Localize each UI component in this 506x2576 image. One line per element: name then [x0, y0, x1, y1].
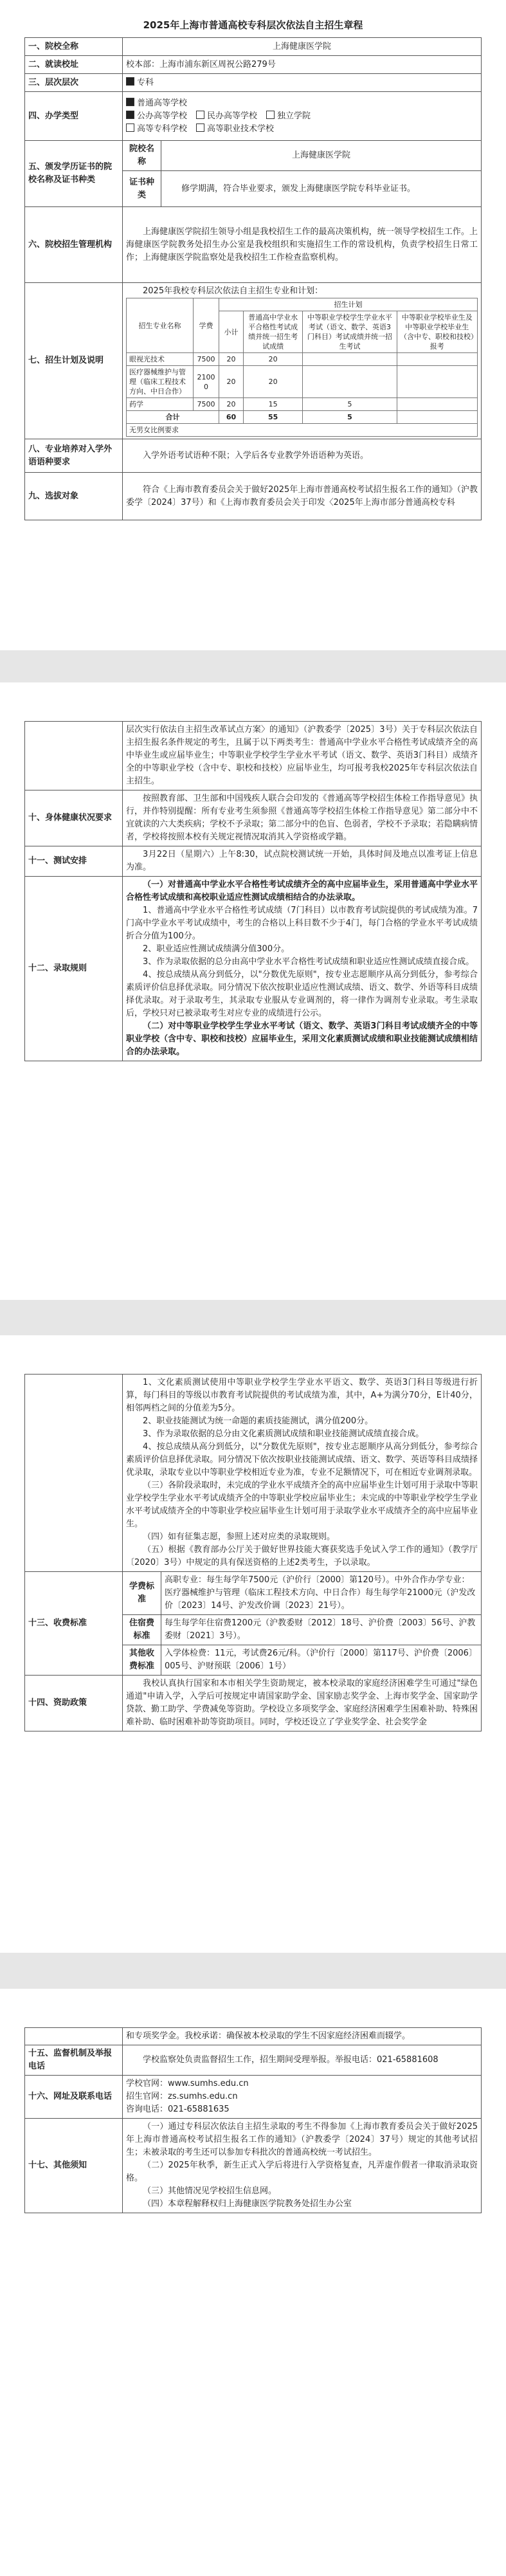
row-value: 修学期满，符合毕业要求，颁发上海健康医学院专科毕业证书。	[161, 171, 482, 207]
count-2: 5	[303, 398, 397, 411]
notes-cell	[123, 2119, 482, 2213]
empty-box-icon	[196, 111, 204, 119]
note-item: （一）通过专科层次依法自主招生录取的考生不得参加《上海市教育委员会关于做好2025年上海市普通高校考试招生报名工作的通知》（沪教委学〔2024〕37号）规定的其他考试招生；未被录取的考生还可以参加专科批次的普通高校统一考试招生。	[126, 2122, 478, 2157]
sub-label: 院校名称	[123, 141, 161, 171]
fee: 7500	[194, 353, 219, 366]
rule-paragraph: 3、作为录取依据的总分由文化素质测试成绩和职业技能测试成绩直接合成。	[143, 1429, 424, 1439]
row-school-type	[25, 92, 482, 141]
empty-box-icon	[266, 111, 275, 119]
count-3	[397, 398, 477, 411]
sum-label: 合计	[127, 411, 219, 424]
official-website[interactable]: 学校官网：www.sumhs.edu.cn	[126, 2079, 249, 2088]
plan-note: 无男女比例要求	[127, 424, 478, 437]
sub-label: 证书种类	[123, 171, 161, 207]
rule-paragraph: 2、职业适应性测试成绩满分值300分。	[143, 944, 290, 954]
row-value: 入学体检费：11元，考试费26元/科。（沪价行〔2000〕第117号、沪价费〔2006〕005号、沪财预联〔2006〕1号）	[161, 1645, 482, 1676]
row-enrollment-plan	[25, 283, 482, 439]
page-4	[0, 1989, 506, 2576]
phone-number: 咨询电话：021-65881635	[126, 2105, 230, 2114]
option-label: 公办高等学校	[137, 111, 188, 121]
rule-paragraph: 1、文化素质测试使用中等职业学校学生学业水平语文、数学、英语3门科目等级进行折算，每门科目的等级以市教育考试院提供的考试成绩为准，其中，A+为满分70分，E计40分，相邻两档之间的分值差为5分。	[126, 1378, 478, 1413]
row-label: 十七、其他须知	[25, 2119, 123, 2213]
row-label: 二、就读校址	[25, 56, 123, 74]
row-label: 十六、网址及联系电话	[25, 2076, 123, 2119]
row-value: 上海健康医学院招生领导小组是我校招生工作的最高决策机构，统一领导学校招生工作。上海健康医学院教务处招生办公室是我校组织和实施招生工作的常设机构，负责学校招生日常工作；上海健康医学院监察处是我校招生工作检查监察机构。	[123, 207, 482, 283]
table-row	[127, 366, 478, 398]
row-label: 四、办学类型	[25, 92, 123, 141]
count-1: 20	[244, 366, 303, 398]
major-name: 医疗器械维护与管理（临床工程技术方向、中日合作）	[127, 366, 194, 398]
header-fee: 学费	[194, 298, 219, 353]
rule-paragraph: 3、作为录取依据的总分由高中学业水平合格性考试成绩和职业适应性测试成绩直接合成。	[143, 957, 474, 967]
plan-cell	[123, 283, 482, 439]
row-tuition	[25, 1572, 482, 1615]
row-level	[25, 74, 482, 92]
fee: 7500	[194, 398, 219, 411]
row-language	[25, 439, 482, 473]
fee: 21000	[194, 366, 219, 398]
sum-total: 60	[219, 411, 244, 424]
row-address	[25, 56, 482, 74]
row-financial-aid	[25, 1676, 482, 1731]
charter-table-page-3	[24, 1374, 482, 1731]
checked-box-icon	[126, 98, 134, 106]
row-admission-office	[25, 207, 482, 283]
level-options	[123, 74, 482, 92]
rule-paragraph: （五）根据《教育部办公厅关于做好世界技能大赛获奖选手免试入学工作的通知》（教学厅〔2020〕3号）中规定的具有保送资格的上述2类考生，予以录取。	[126, 1545, 478, 1567]
row-label: 十二、录取规则	[25, 877, 123, 1061]
header-category-1: 普通高中学业水平合格性考试成绩并统一招生考试成绩	[244, 311, 303, 353]
checked-box-icon	[126, 77, 134, 86]
sub-label: 住宿费标准	[123, 1615, 161, 1645]
row-applicants-continued	[25, 722, 482, 790]
sum-row	[127, 411, 478, 424]
empty-box-icon	[126, 123, 134, 132]
school-type-options	[123, 92, 482, 141]
row-admission-rules	[25, 877, 482, 1061]
count-2	[303, 366, 397, 398]
header-category-3: 中等职业学校毕业生及中等职业学校毕业生（含中专、职校和技校）报考	[397, 311, 477, 353]
rules-cell	[123, 877, 482, 1061]
row-label: 一、院校全称	[25, 38, 123, 56]
row-label: 五、颁发学历证书的院校名称及证书种类	[25, 141, 123, 207]
empty-box-icon	[196, 123, 204, 132]
row-value: 3月22日（星期六）上午8:30，试点院校测试统一开始，具体时间及地点以准考证上信息为准。	[123, 846, 482, 877]
charter-table-page-2	[24, 721, 482, 1061]
header-major: 招生专业名称	[127, 298, 194, 353]
row-label: 九、选拔对象	[25, 473, 123, 520]
rule-paragraph: （三）各阶段录取时，未完成的学业水平成绩齐全的高中应届毕业生计划可用于录取中等职业学校学生学业水平考试成绩齐全的中等职业学校应届毕业生；未完成的中等职业学校学生学业水平考试成绩齐全的中等职业学校应届毕业生计划可用于录取学业水平成绩齐全的高中应届毕业生。	[126, 1481, 478, 1529]
note-item: （二）2025年秋季，新生正式入学后将进行入学资格复查，凡弄虚作假者一律取消录取资格。	[126, 2160, 478, 2183]
note-row	[127, 424, 478, 437]
charter-table-page-1	[24, 37, 482, 520]
count-3	[397, 366, 477, 398]
page-3	[0, 1335, 506, 1953]
row-value: 和专项奖学金。我校承诺：确保被本校录取的学生不因家庭经济困难而辍学。	[123, 2028, 482, 2045]
rule-paragraph: 1、普通高中学业水平合格性考试成绩（7门科目）以市教育考试院提供的考试成绩为准。7门高中学业水平考试成绩中，考生的合格以上科目数不少于4门，每门合格的学业水平考试成绩折合分值为100分。	[126, 906, 478, 941]
sum-1: 55	[244, 411, 303, 424]
document-title: 2025年上海市普通高校专科层次依法自主招生章程	[143, 19, 363, 31]
option-label: 专科	[137, 77, 154, 87]
row-value: 入学外语考试语种不限；入学后各专业教学外语语种为英语。	[123, 439, 482, 473]
table-row	[127, 398, 478, 411]
table-row	[127, 353, 478, 366]
plan-table	[126, 298, 478, 437]
total: 20	[219, 398, 244, 411]
note-item: （三）其他情况见学校招生信息网。	[143, 2186, 277, 2196]
page-1	[0, 0, 506, 650]
plan-header-row	[127, 298, 478, 311]
option-label: 民办高等学校	[207, 111, 258, 121]
row-supervision	[25, 2045, 482, 2076]
header-category-2: 中等职业学校学生学业水平考试（语文、数学、英语3门科目）考试成绩并统一招生考试	[303, 311, 397, 353]
row-financial-aid-continued	[25, 2028, 482, 2045]
row-value: 上海健康医学院	[123, 38, 482, 56]
header-plan: 招生计划	[219, 298, 478, 311]
sum-2: 5	[303, 411, 397, 424]
row-value: 每生每学年住宿费1200元（沪教委财〔2012〕18号、沪价费〔2003〕56号、沪教委财〔2021〕3号）。	[161, 1615, 482, 1645]
row-admission-rules-continued	[25, 1375, 482, 1572]
major-name: 药学	[127, 398, 194, 411]
row-value: 学校监察处负责监督招生工作，招生期间受理举报。举报电话：021-65881608	[123, 2045, 482, 2076]
option-label: 独立学院	[277, 111, 311, 121]
row-label: 十四、资助政策	[25, 1676, 123, 1731]
row-value: 高职专业：每生每学年7500元（沪价行〔2000〕第120号）。中外合作办学专业：医疗器械维护与管理（临床工程技术方向、中日合作）每生每学年21000元（沪发改价〔2023〕14号、沪发改价调〔2023〕21号）。	[161, 1572, 482, 1615]
header-total: 小计	[219, 311, 244, 353]
major-name: 眼视光技术	[127, 353, 194, 366]
rules-cell	[123, 1375, 482, 1572]
row-label: 七、招生计划及说明	[25, 283, 123, 439]
sub-label: 学费标准	[123, 1572, 161, 1615]
rule-paragraph: 2、职业技能测试为统一命题的素质技能测试，满分值200分。	[143, 1416, 374, 1426]
total: 20	[219, 353, 244, 366]
rule-heading: （一）对普通高中学业水平合格性考试成绩齐全的高中应届毕业生，采用普通高中学业水平合格性考试成绩和高校职业适应性测试成绩相结合的办法录取。	[126, 880, 478, 902]
count-1: 15	[244, 398, 303, 411]
count-3	[397, 353, 477, 366]
count-1: 20	[244, 353, 303, 366]
count-2	[303, 353, 397, 366]
row-label: 十三、收费标准	[25, 1572, 123, 1676]
rule-heading: （二）对中等职业学校学生学业水平考试（语文、数学、英语3门科目考试成绩齐全的中等职业学校（含中专、职校和技校）应届毕业生，采用文化素质测试成绩和职业技能测试成绩相结合的办法录取。	[126, 1021, 478, 1057]
checked-box-icon	[126, 111, 134, 119]
row-other-notes	[25, 2119, 482, 2213]
row-school-name	[25, 38, 482, 56]
row-label: 八、专业培养对入学外语语种要求	[25, 439, 123, 473]
empty-label	[25, 2028, 123, 2045]
row-value: 符合《上海市教育委员会关于做好2025年上海市普通高校考试招生报名工作的通知》（沪教委学〔2024〕37号）和《上海市教育委员会关于印发〈2025年上海市部分普通高校专科	[123, 473, 482, 520]
row-certificate-school	[25, 141, 482, 171]
charter-table-page-4	[24, 2027, 482, 2213]
sub-label: 其他收费标准	[123, 1645, 161, 1676]
row-label: 十、身体健康状况要求	[25, 790, 123, 846]
row-test-schedule	[25, 846, 482, 877]
empty-label	[25, 722, 123, 790]
rule-paragraph: 4、按总成绩从高分到低分，以"分数优先原则"，按专业志愿顺序从高分到低分，参考综合素质评价信息择优录取。同分情况下依次按职业适应性测试成绩、语文、数学、外语等科目成绩择优录取。对于录取考生，其录取专业服从专业调剂的，将一律作为调剂专业录取。考生录取后，学校只对已被录取考生对应专业的成绩进行公示。	[126, 970, 478, 1018]
rule-paragraph: 4、按总成绩从高分到低分，以"分数优先原则"，按专业志愿顺序从高分到低分，参考综合素质评价信息择优录取。同分情况下依次按职业技能测试成绩、语文、数学、英语等科目成绩择优录取，录取专业以中等职业学校相近专业为准，专业不足额情况下，可在相近专业调剂录取。	[126, 1442, 478, 1477]
page-2	[0, 682, 506, 1300]
row-health	[25, 790, 482, 846]
row-label: 三、层次层次	[25, 74, 123, 92]
option-label: 高等专科学校	[137, 123, 188, 134]
empty-label	[25, 1375, 123, 1572]
option-label: 高等职业技术学校	[207, 123, 275, 134]
row-contacts	[25, 2076, 482, 2119]
row-value: 按照教育部、卫生部和中国残疾人联合会印发的《普通高等学校招生体检工作指导意见》执行，并作特别提醒：所有专业考生须参照《普通高等学校招生体检工作指导意见》第二部分中不宜就读的六大类疾病；学校不予录取；第二部分中的色盲、色弱者，学校不予录取；若隐瞒病情者，学校将按照本校有关规定视情况取消其入学资格或学籍。	[123, 790, 482, 846]
sum-3	[397, 411, 477, 424]
row-value: 层次实行依法自主招生改革试点方案〉的通知》（沪教委学〔2025〕3号）关于专科层次依法自主招生报名条件规定的考生，且属于以下两类考生：普通高中学业水平合格性考试成绩齐全的高中毕业生或应届毕业生；中等职业学校学生学业水平考试（语文、数学、英语3门科目）成绩齐全的中等职业学校（含中专、职校和技校）应届毕业生，均可报考我校2025年专科层次依法自主招生。	[123, 722, 482, 790]
total: 20	[219, 366, 244, 398]
rule-paragraph: （四）如有征集志愿，参照上述对应类的录取规则。	[143, 1532, 336, 1542]
row-label: 十一、测试安排	[25, 846, 123, 877]
row-label: 十五、监督机制及举报电话	[25, 2045, 123, 2076]
option-label: 普通高等学校	[137, 98, 188, 108]
admission-website[interactable]: 招生官网：zs.sumhs.edu.cn	[126, 2092, 238, 2101]
row-value: 校本部：上海市浦东新区周祝公路279号	[123, 56, 482, 74]
note-item: （四）本章程解释权归上海健康医学院教务处招生办公室	[143, 2199, 352, 2209]
plan-intro: 2025年我校专科层次依法自主招生专业和计划：	[143, 286, 323, 296]
row-applicants	[25, 473, 482, 520]
row-value: 我校认真执行国家和本市相关学生资助规定，被本校录取的家庭经济困难学生可通过"绿色通道"申请入学，入学后可按规定申请国家助学金、国家励志奖学金、上海市奖学金、国家助学贷款、勤工助学、学费减免等资助。学校设立多项奖学金、家庭经济困难学生困难补助、特殊困难补助、临时困难补助等资助项目。同时，学校还设立了学业奖学金、社会奖学金	[123, 1676, 482, 1731]
contacts-cell	[123, 2076, 482, 2119]
row-value: 上海健康医学院	[161, 141, 482, 171]
row-label: 六、院校招生管理机构	[25, 207, 123, 283]
